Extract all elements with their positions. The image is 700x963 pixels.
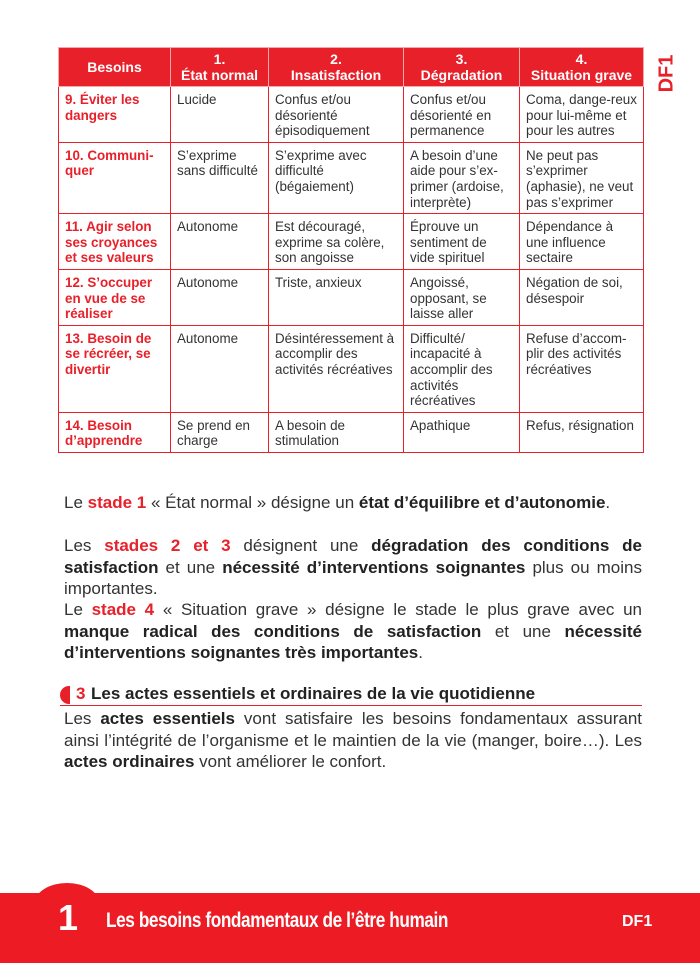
- text-bold: actes ordinaires: [64, 752, 195, 771]
- stage-cell: S’exprime avec difficulté (bégaiement): [269, 142, 404, 213]
- stage-cell: Dépendance à une influence sectaire: [520, 214, 644, 270]
- header-cell: Besoins: [59, 48, 171, 87]
- section-title: Les actes essentiels et ordinaires de la vie quotidienne: [91, 684, 536, 703]
- stage-cell: Autonome: [171, 214, 269, 270]
- table-row: [59, 214, 644, 270]
- text-bold: manque radical des conditions de satisfaction: [64, 621, 482, 641]
- need-cell: 13. Besoin de se récréer, se divertir: [59, 325, 171, 412]
- side-tab: [648, 50, 688, 93]
- stage-cell: Confus et/ou désorienté épisodiquement: [269, 87, 404, 143]
- text-bold: état d’équilibre et d’autonomie: [358, 493, 606, 512]
- stage-cell: Apathique: [404, 412, 520, 452]
- table-row: [59, 269, 644, 325]
- section-heading: [60, 683, 642, 706]
- text: Les: [64, 709, 101, 728]
- text-bold: actes essentiels: [100, 709, 235, 728]
- stage-cell: Ne peut pas s’exprimer (aphasie), ne veut pas s’exprimer: [520, 142, 644, 213]
- text-highlight: stade 4: [91, 600, 155, 619]
- chapter-title: Les besoins fondamentaux de l’être humain: [106, 909, 449, 932]
- table-row: [59, 142, 644, 213]
- stage-cell: Négation de soi, désespoir: [520, 269, 644, 325]
- text-bold: dégradation des conditions de satisfaction: [64, 536, 642, 577]
- text: et une: [158, 557, 223, 577]
- need-cell: 11. Agir selon ses croyances et ses valeurs: [59, 214, 171, 270]
- text-bold: nécessité d’interventions soignantes très importantes: [64, 621, 642, 662]
- paragraph-stade-4: [64, 599, 642, 664]
- stage-cell: Confus et/ou désorienté en permanence: [404, 87, 520, 143]
- stage-cell: Difficulté/ incapacité à accomplir des activités récréatives: [404, 325, 520, 412]
- text: .: [605, 493, 611, 512]
- text: « État normal » désigne un: [146, 493, 359, 512]
- stage-cell: Triste, anxieux: [269, 269, 404, 325]
- need-cell: 12. S’occuper en vue de se réaliser: [59, 269, 171, 325]
- need-cell: 9. Éviter les dangers: [59, 87, 171, 143]
- section-number: 3: [76, 684, 86, 703]
- chapter-number: 1: [58, 897, 79, 938]
- text: Les: [64, 536, 105, 555]
- text-highlight: stade 1: [87, 493, 147, 512]
- stage-cell: Autonome: [171, 325, 269, 412]
- need-cell: 10. Communi-quer: [59, 142, 171, 213]
- table-row: [59, 87, 644, 143]
- stage-cell: A besoin d’une aide pour s’ex-primer (ardoise, interprète): [404, 142, 520, 213]
- text: « Situation grave » désigne le stade le plus grave avec un: [154, 600, 642, 619]
- paragraph-stades-2-3: [64, 535, 642, 600]
- stage-cell: Angoissé, opposant, se laisse aller: [404, 269, 520, 325]
- text: et une: [481, 621, 565, 641]
- table-header-row: [59, 48, 644, 87]
- stage-cell: Désintéressement à accomplir des activités récréatives: [269, 325, 404, 412]
- stage-cell: Refuse d’accom-plir des activités récréatives: [520, 325, 644, 412]
- stage-cell: Est découragé, exprime sa colère, son angoisse: [269, 214, 404, 270]
- heading-marker: [60, 686, 70, 704]
- text: vont améliorer le confort.: [194, 752, 387, 771]
- stage-cell: Se prend en charge: [171, 412, 269, 452]
- paragraph-actes: [64, 708, 642, 773]
- header-cell: 3. Dégradation: [404, 48, 520, 87]
- stage-cell: A besoin de stimulation: [269, 412, 404, 452]
- table-row: [59, 325, 644, 412]
- header-cell: 2. Insatisfaction: [269, 48, 404, 87]
- table-row: [59, 412, 644, 452]
- need-cell: 14. Besoin d’apprendre: [59, 412, 171, 452]
- stage-cell: Refus, résignation: [520, 412, 644, 452]
- stage-cell: Autonome: [171, 269, 269, 325]
- stage-cell: Éprouve un sentiment de vide spirituel: [404, 214, 520, 270]
- header-cell: 4. Situation grave: [520, 48, 644, 87]
- text: plus ou moins importantes.: [64, 557, 642, 598]
- text-bold: nécessité d’interventions soignantes: [222, 557, 526, 577]
- text: .: [418, 643, 423, 662]
- text: désignent une: [230, 536, 372, 555]
- text: Le: [64, 493, 88, 512]
- paragraph-stade-1: [64, 492, 642, 514]
- stage-cell: Lucide: [171, 87, 269, 143]
- stage-cell: Coma, dange-reux pour lui-même et pour les autres: [520, 87, 644, 143]
- chapter-code: DF1: [622, 913, 653, 930]
- text-highlight: stades 2 et 3: [104, 536, 231, 555]
- header-cell: 1. État normal: [171, 48, 269, 87]
- needs-table: [58, 47, 644, 453]
- stage-cell: S’exprime sans difficulté: [171, 142, 269, 213]
- text: vont satisfaire les besoins fondamentaux assurant ainsi l’intégrité de l’organisme et le maintien de la vie (manger, boire…). Les: [64, 709, 642, 750]
- text: Le: [64, 600, 92, 619]
- side-tab-label: DF1: [655, 54, 678, 93]
